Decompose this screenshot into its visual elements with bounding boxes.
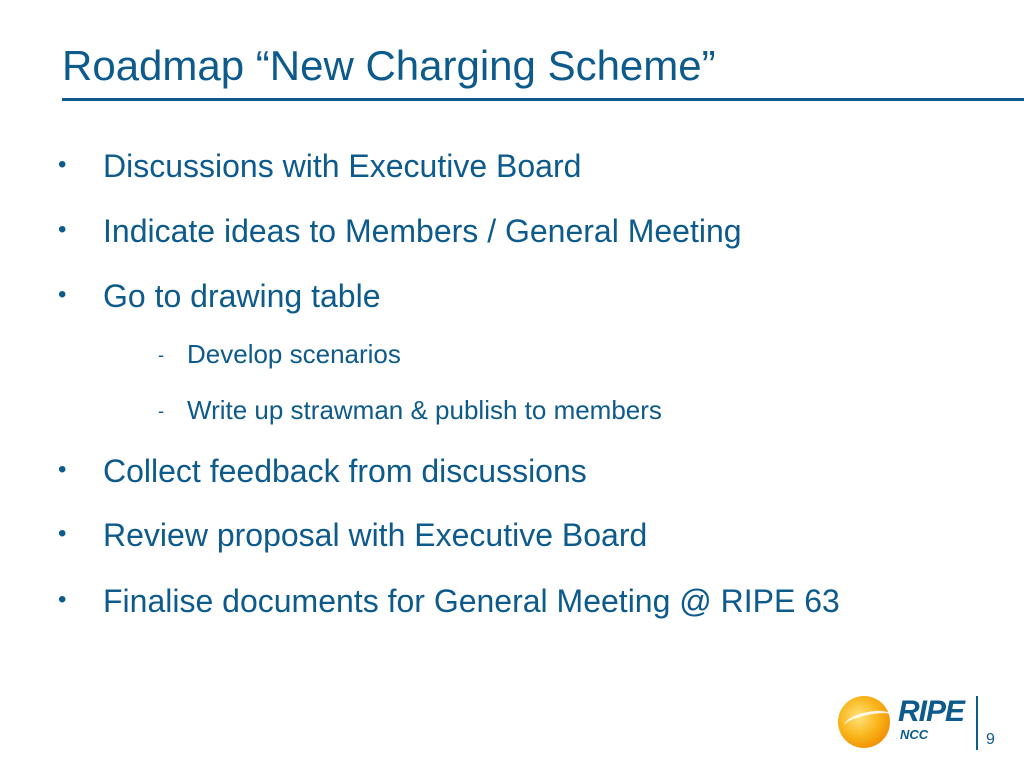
bullet-dot-icon: • xyxy=(58,520,67,547)
ripe-ncc-logo xyxy=(838,694,978,754)
bullet-text: Indicate ideas to Members / General Meeting xyxy=(103,213,742,249)
bullet-text: Collect feedback from discussions xyxy=(103,453,587,489)
bullet-dot-icon: • xyxy=(58,456,67,483)
sub-bullet-dash-icon: - xyxy=(158,401,164,421)
sub-bullet-text: Develop scenarios xyxy=(187,339,401,369)
bullet-dot-icon: • xyxy=(58,586,67,613)
logo-divider xyxy=(976,696,978,750)
logo-subtext: NCC xyxy=(900,727,929,742)
bullet-text: Discussions with Executive Board xyxy=(103,148,582,184)
page-number: 9 xyxy=(986,731,995,748)
bullet-text: Go to drawing table xyxy=(103,278,381,314)
logo-wordmark: RIPE xyxy=(898,695,965,728)
bullet-dot-icon: • xyxy=(58,216,67,243)
title-underline xyxy=(62,98,1024,101)
bullet-text: Finalise documents for General Meeting @ RIPE 63 xyxy=(103,583,840,619)
sub-bullet-text: Write up strawman & publish to members xyxy=(187,395,662,425)
bullet-dot-icon: • xyxy=(58,281,67,308)
bullet-text: Review proposal with Executive Board xyxy=(103,517,648,553)
sub-bullet-dash-icon: - xyxy=(158,345,164,365)
bullet-dot-icon: • xyxy=(58,151,67,178)
slide-title: Roadmap “New Charging Scheme” xyxy=(62,42,716,89)
